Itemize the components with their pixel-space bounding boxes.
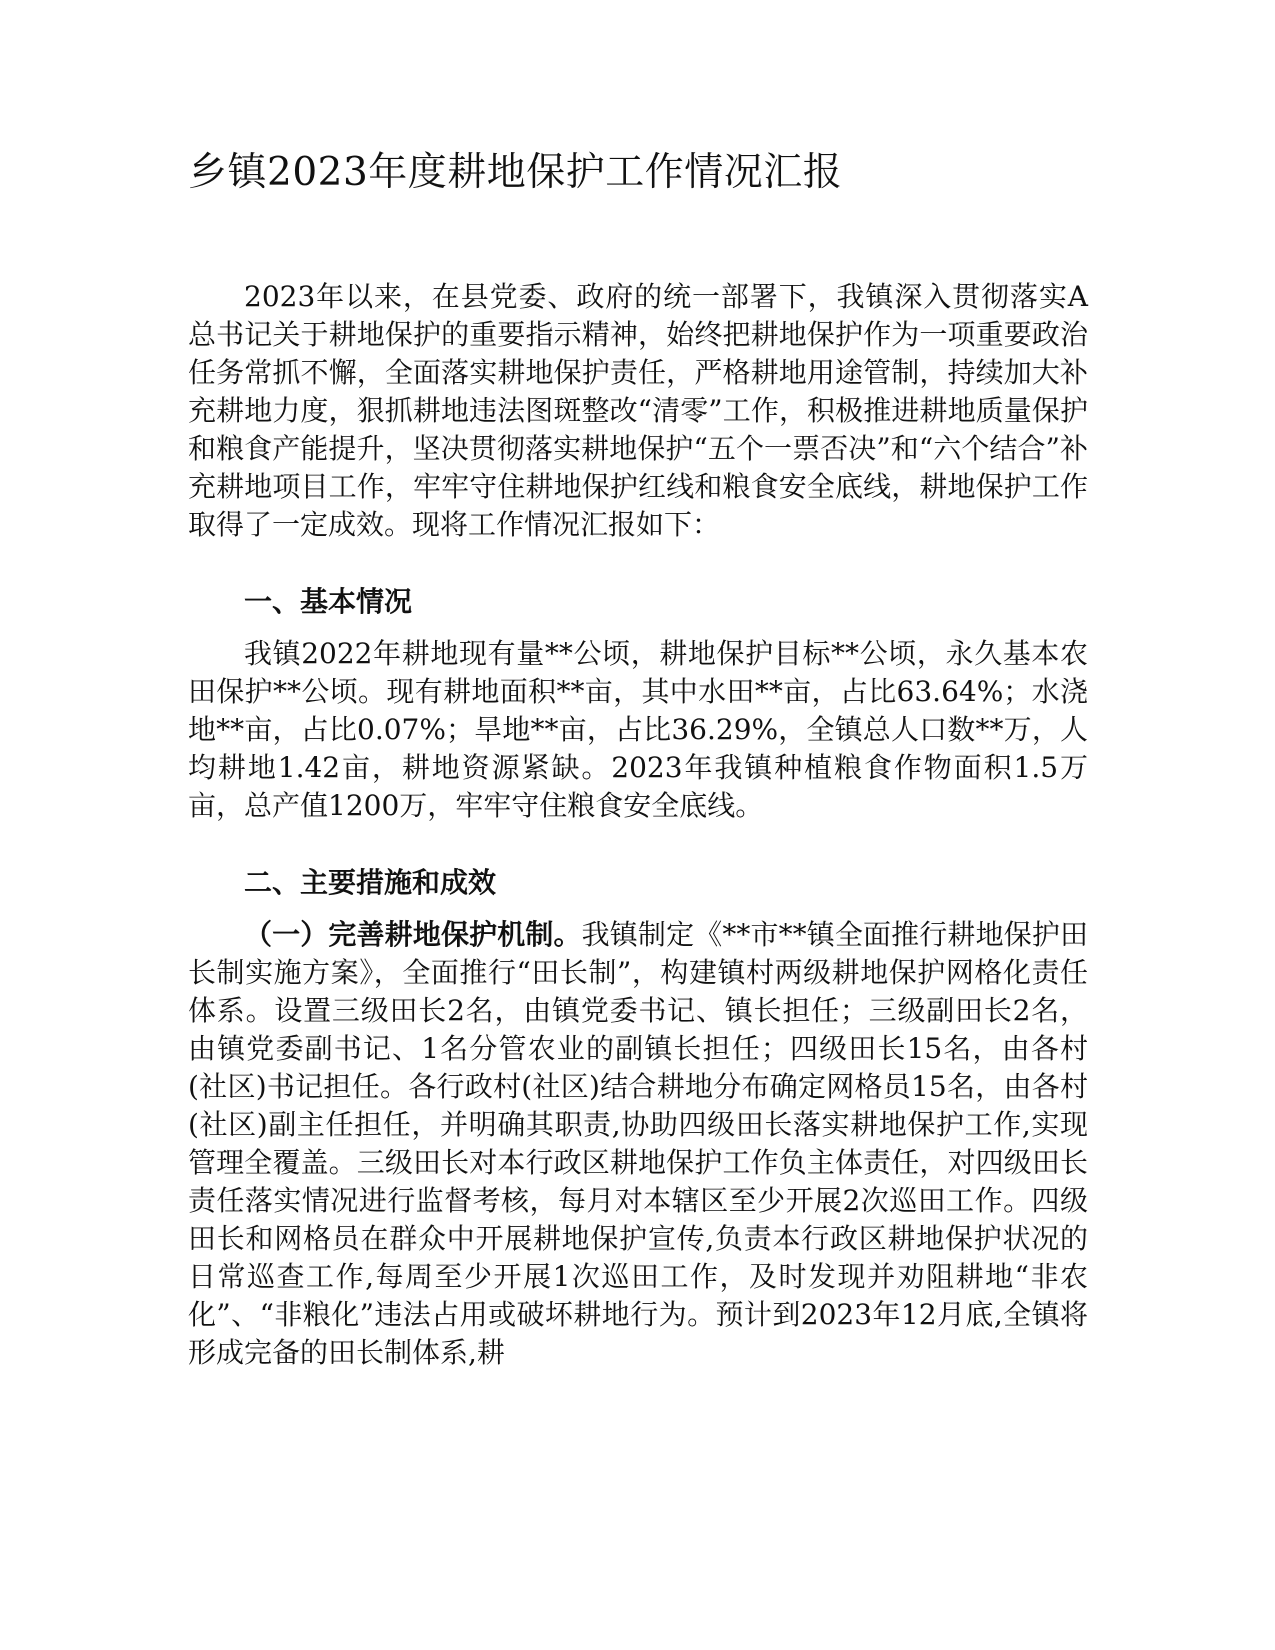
section-heading-measures: 二、主要措施和成效 [244,866,497,899]
intro-paragraph: 2023年以来，在县党委、政府的统一部署下，我镇深入贯彻落实A总书记关于耕地保护的重要指示精神，始终把耕地保护作为一项重要政治任务常抓不懈，全面落实耕地保护责任，严格耕地用途管制，持续加大补充耕地力度，狠抓耕地违法图斑整改“清零”工作，积极推进耕地质量保护和粮食产能提升，坚决贯彻落实耕地保护“五个一票否决”和“六个结合”补充耕地项目工作，牢牢守住耕地保护红线和粮食安全底线，耕地保护工作取得了一定成效。现将工作情况汇报如下： [188,280,1088,541]
document-title: 乡镇2023年度耕地保护工作情况汇报 [188,150,843,195]
section-heading-basic: 一、基本情况 [244,585,413,618]
section-basic-paragraph: 我镇2022年耕地现有量**公顷，耕地保护目标**公顷，永久基本农田保护**公顷。现有耕地面积**亩，其中水田**亩，占比63.64%；水浇地**亩，占比0.07%；旱地**亩，占比36.29%，全镇总人口数**万，人均耕地1.42亩，耕地资源紧缺。2023年我镇种植粮食作物面积1.5万亩，总产值1200万，牢牢守住粮食安全底线。 [188,637,1088,822]
subsection-mechanism-paragraph [188,916,1088,1372]
document-body [188,278,1088,1372]
subsection-mechanism-text: 我镇制定《**市**镇全面推行耕地保护田长制实施方案》，全面推行“田长制”，构建镇村两级耕地保护网格化责任体系。设置三级田长2名，由镇党委书记、镇长担任；三级副田长2名，由镇党委副书记、1名分管农业的副镇长担任；四级田长15名，由各村(社区)书记担任。各行政村(社区)结合耕地分布确定网格员15名，由各村(社区)副主任担任，并明确其职责,协助四级田长落实耕地保护工作,实现管理全覆盖。三级田长对本行政区耕地保护工作负主体责任，对四级田长责任落实情况进行监督考核，每月对本辖区至少开展2次巡田工作。四级田长和网格员在群众中开展耕地保护宣传,负责本行政区耕地保护状况的日常巡查工作,每周至少开展1次巡田工作，及时发现并劝阻耕地“非农化”、“非粮化”违法占用或破坏耕地行为。预计到2023年12月底,全镇将形成完备的田长制体系,耕 [188,918,1088,1369]
subsection-mechanism-lead: （一）完善耕地保护机制。 [244,918,582,951]
